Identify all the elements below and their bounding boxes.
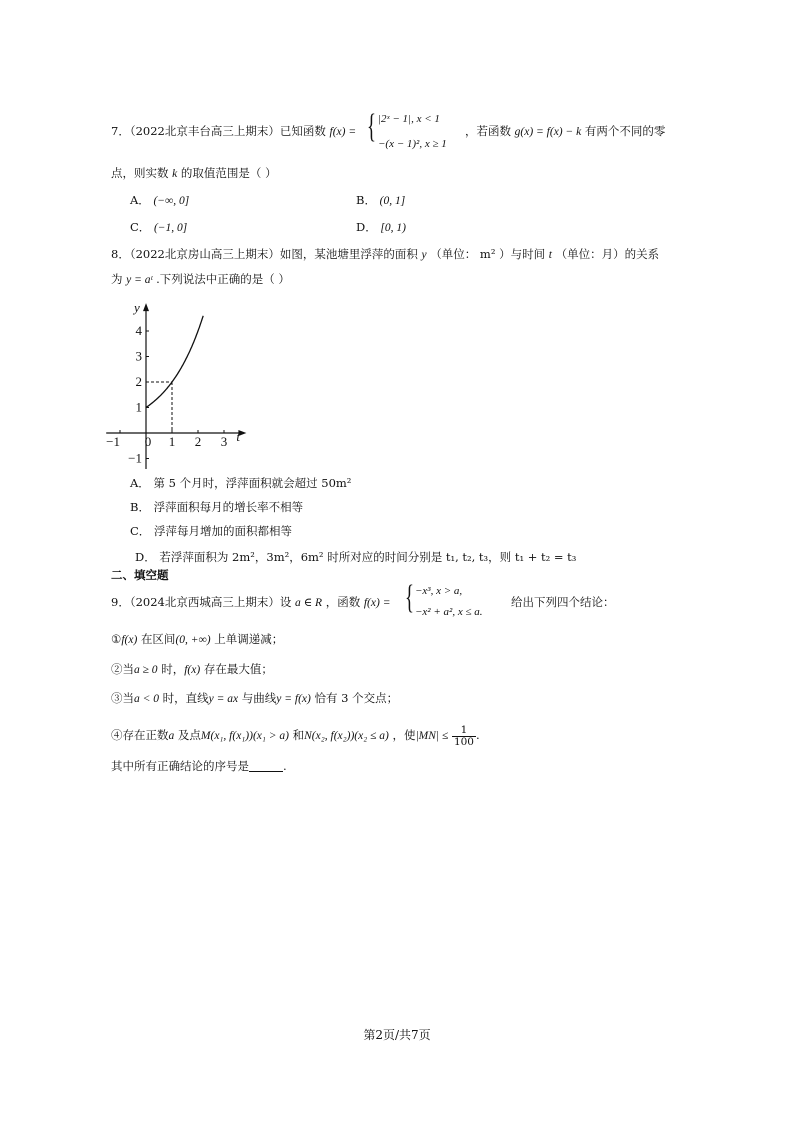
- q8-option-a[interactable]: A． 第 5 个月时，浮萍面积就会超过 50m²: [130, 476, 352, 490]
- q8-line1-d: （单位：月）的关系: [555, 247, 660, 261]
- y-axis-arrow: [143, 303, 149, 311]
- x-tick-label: −1: [106, 434, 120, 449]
- section-title: 二、填空题: [111, 568, 169, 582]
- q7-line2-suffix: 的取值范围是（ ）: [180, 166, 277, 180]
- x-tick-label: 3: [220, 434, 228, 449]
- q7-brace: {: [367, 108, 376, 145]
- q8-line2-b: .下列说法中正确的是（ ）: [156, 272, 290, 286]
- q8-line2-a: 为: [111, 272, 123, 286]
- page-number: 第2页/共7页: [363, 1028, 431, 1042]
- q7-case2: −(x − 1)², x ≥ 1: [378, 138, 447, 150]
- q9-brace: {: [405, 579, 414, 616]
- q9-cond: a ∈ R: [295, 597, 323, 609]
- q7-option-c[interactable]: C． (−1, 0]: [130, 220, 188, 234]
- q8-option-c[interactable]: C． 浮萍每月增加的面积都相等: [130, 524, 292, 538]
- q9-statement-4: ④存在正数a 及点M(x₁, f(x₁))(x₁ > a) 和N(x₂, f(x₂))(x₂ ≤ a) ，使|MN| ≤ $\frac{1}{100}$ .: [111, 723, 480, 748]
- x-tick-label: 2: [194, 434, 202, 449]
- q9-question: 其中所有正确结论的序号是 .: [111, 759, 287, 773]
- q8-line1-c: ）与时间: [499, 247, 546, 261]
- q8-graph: [108, 296, 268, 466]
- q7-case1: |2ˣ − 1|, x < 1: [378, 113, 440, 125]
- q7-option-a[interactable]: A． (−∞, 0]: [130, 193, 190, 207]
- q8-t: t: [548, 249, 552, 261]
- series-curve: [146, 316, 203, 408]
- q8-formula: y = aᵗ: [126, 274, 153, 286]
- q9-case1: −x³, x > a,: [415, 585, 463, 597]
- q9-stem-c: 给出下列四个结论：: [511, 595, 615, 609]
- q8-line1-a: 8．（2022北京房山高三上期末）如图，某池塘里浮萍的面积: [111, 247, 418, 261]
- q8-y: y: [421, 249, 427, 261]
- q9-statement-2: ②当a ≥ 0 时，f(x) 存在最大值；: [111, 662, 273, 676]
- q8-unit: m²: [479, 247, 496, 261]
- q9-statement-1: ①f(x) 在区间(0, +∞) 上单调递减；: [111, 632, 284, 646]
- x-tick-label: 0: [144, 434, 152, 449]
- q9-fraction: $\frac{1}{100}$: [453, 723, 474, 748]
- q7-line2-prefix: 点，则实数: [111, 166, 169, 180]
- q7-stem-suffix: 有两个不同的零: [584, 124, 666, 138]
- q8-option-d[interactable]: D． 若浮萍面积为 2m²，3m²，6m² 时所对应的时间分别是 t₁, t₂, t₃，则 t₁ + t₂ = t₃: [135, 550, 577, 564]
- q9-stem-b: ，函数: [325, 595, 361, 609]
- q7-gx: g(x) = f(x) − k: [514, 126, 582, 138]
- q7-option-b[interactable]: B． (0, 1]: [356, 193, 406, 207]
- q7-stem-prefix: 7．（2022北京丰台高三上期末）已知函数: [111, 124, 326, 138]
- q9-statement-3: ③当a < 0 时，直线y = ax 与曲线y = f(x) 恰有 3 个交点；: [111, 691, 399, 705]
- y-axis-label: y: [134, 300, 140, 316]
- q9-case2: −x² + a², x ≤ a.: [415, 606, 483, 618]
- q7-option-d[interactable]: D． [0, 1): [356, 220, 406, 234]
- q9-stem-a: 9．（2024北京西城高三上期末）设: [111, 595, 292, 609]
- q7-stem-mid: ，若函数: [465, 124, 511, 138]
- x-axis-label: t: [236, 429, 241, 444]
- answer-blank[interactable]: [249, 759, 283, 772]
- q7-fx: f(x) =: [329, 126, 357, 138]
- y-tick-label: 2: [135, 374, 142, 389]
- q8-line1-b: （单位：: [430, 247, 477, 261]
- q7-k: k: [172, 168, 178, 180]
- q9-fx: f(x) =: [363, 597, 391, 609]
- x-tick-label: 1: [168, 434, 176, 449]
- y-tick-label: −1: [128, 450, 142, 466]
- y-tick-label: 4: [135, 323, 142, 338]
- y-tick-label: 1: [135, 399, 142, 415]
- y-tick-label: 3: [135, 348, 142, 364]
- q8-option-b[interactable]: B． 浮萍面积每月的增长率不相等: [130, 500, 304, 514]
